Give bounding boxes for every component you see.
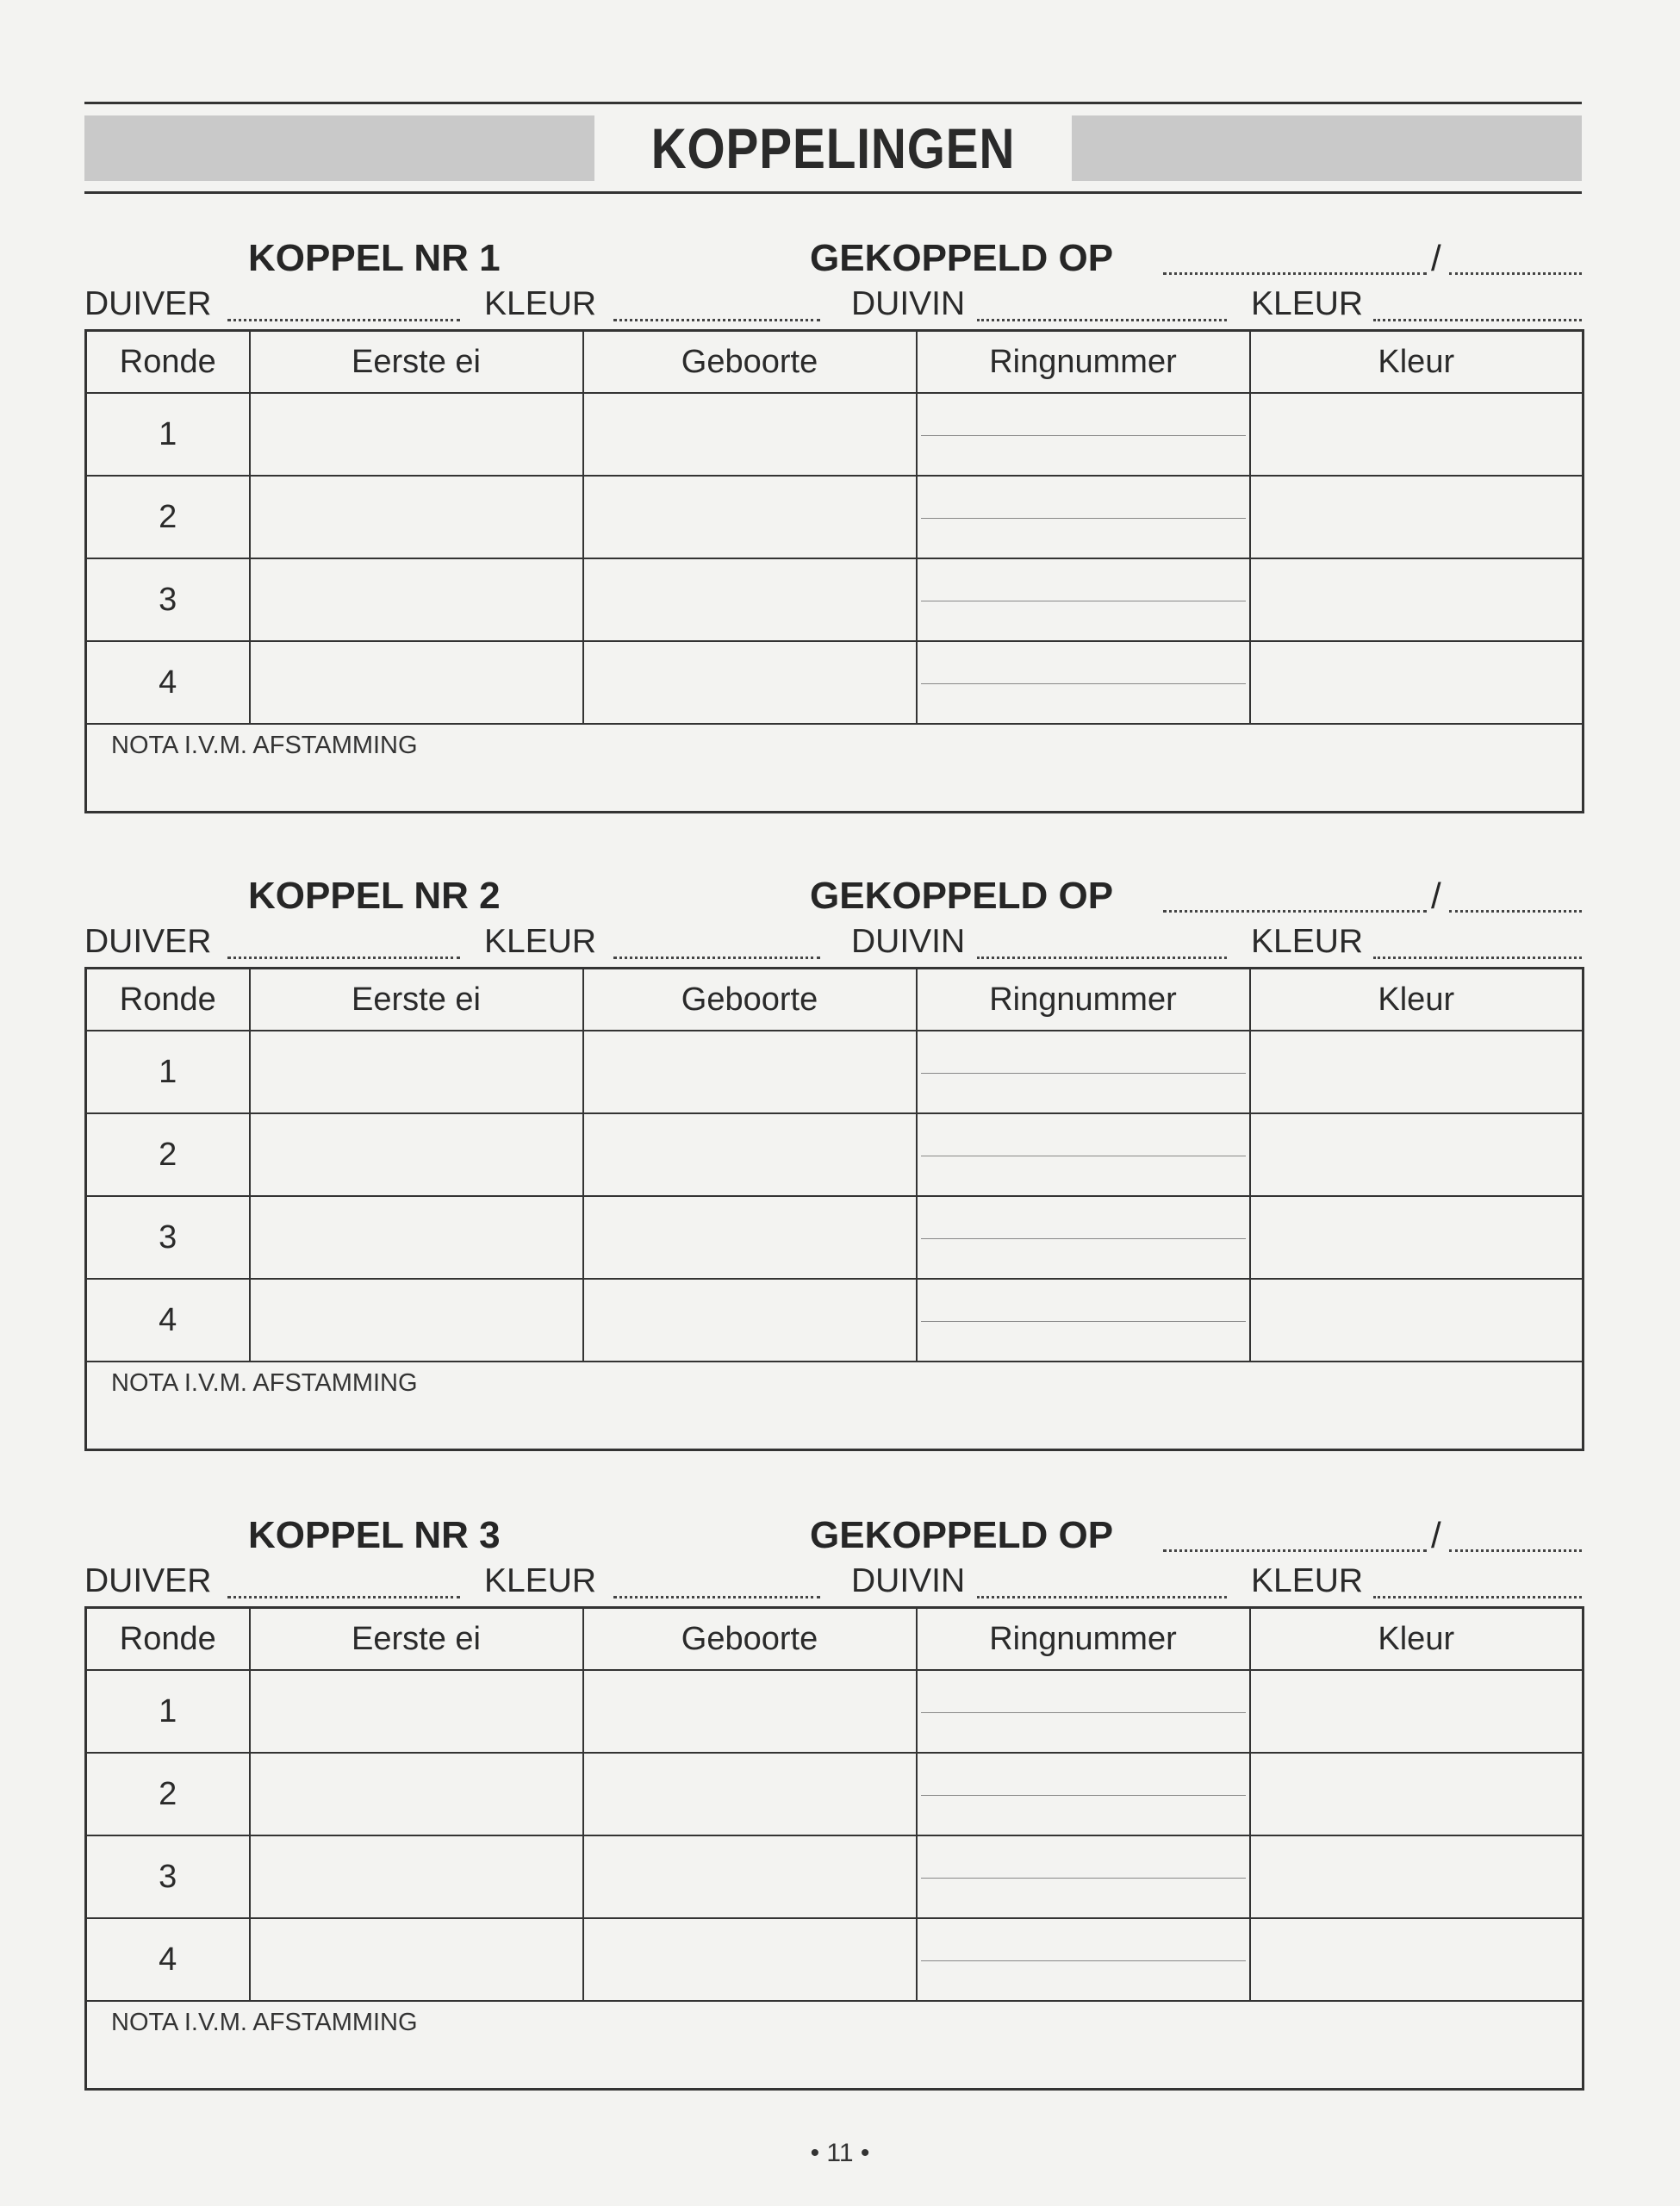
duivin-field[interactable]	[977, 957, 1227, 959]
kleur-cell[interactable]	[1250, 1835, 1584, 1918]
kleur-cell[interactable]	[1250, 1918, 1584, 2001]
geboorte-cell[interactable]	[583, 1196, 917, 1279]
round-number: 2	[86, 1113, 250, 1196]
nota-label: NOTA I.V.M. AFSTAMMING	[111, 1369, 418, 1397]
nota-row	[86, 1362, 1584, 1450]
duivin-kleur-field[interactable]	[1373, 1596, 1582, 1598]
ringnummer-divider	[921, 435, 1246, 436]
ringnummer-divider	[921, 518, 1246, 519]
column-header: Ringnummer	[917, 331, 1250, 394]
column-header: Eerste ei	[250, 1608, 583, 1671]
kleur-cell[interactable]	[1250, 1670, 1584, 1753]
duiver-field[interactable]	[227, 957, 460, 959]
ringnummer-divider	[921, 1238, 1246, 1239]
kleur-cell[interactable]	[1250, 1753, 1584, 1835]
nota-label: NOTA I.V.M. AFSTAMMING	[111, 2009, 418, 2036]
nota-row	[86, 2001, 1584, 2090]
column-header: Kleur	[1250, 1608, 1584, 1671]
date-separator: /	[1431, 1515, 1441, 1555]
geboorte-cell[interactable]	[583, 1753, 917, 1835]
kleur-cell[interactable]	[1250, 1279, 1584, 1362]
duiver-kleur-label: KLEUR	[484, 923, 597, 960]
header-top-rule	[84, 102, 1582, 104]
koppel-number-label: KOPPEL NR 3	[248, 1514, 501, 1556]
ringnummer-cell[interactable]	[917, 476, 1250, 558]
ringnummer-cell[interactable]	[917, 1835, 1250, 1918]
gekoppeld-op-label: GEKOPPELD OP	[810, 875, 1114, 917]
geboorte-cell[interactable]	[583, 641, 917, 724]
nota-afstamming-field[interactable]	[86, 2001, 1584, 2090]
koppel-number-label: KOPPEL NR 1	[248, 237, 501, 279]
table-row	[86, 1196, 1584, 1279]
round-number: 1	[86, 1031, 250, 1113]
eerste-ei-cell[interactable]	[250, 1113, 583, 1196]
gekoppeld-date-field-1[interactable]	[1163, 910, 1427, 913]
gekoppeld-date-field-1[interactable]	[1163, 1549, 1427, 1552]
duiver-kleur-label: KLEUR	[484, 285, 597, 322]
column-header: Ringnummer	[917, 1608, 1250, 1671]
round-number: 3	[86, 1835, 250, 1918]
eerste-ei-cell[interactable]	[250, 1279, 583, 1362]
duivin-label: DUIVIN	[851, 1562, 966, 1599]
ringnummer-divider	[921, 1795, 1246, 1796]
duiver-kleur-field[interactable]	[613, 957, 820, 959]
duivin-kleur-field[interactable]	[1373, 319, 1582, 321]
column-header: Kleur	[1250, 969, 1584, 1031]
kleur-cell[interactable]	[1250, 558, 1584, 641]
eerste-ei-cell[interactable]	[250, 1670, 583, 1753]
column-header: Geboorte	[583, 1608, 917, 1671]
eerste-ei-cell[interactable]	[250, 476, 583, 558]
geboorte-cell[interactable]	[583, 1670, 917, 1753]
ringnummer-cell[interactable]	[917, 1279, 1250, 1362]
duivin-label: DUIVIN	[851, 285, 966, 322]
table-row	[86, 1835, 1584, 1918]
koppel-section	[84, 872, 1582, 1458]
table-header-row	[86, 331, 1584, 394]
nota-row	[86, 724, 1584, 813]
duivin-label: DUIVIN	[851, 923, 966, 960]
eerste-ei-cell[interactable]	[250, 1031, 583, 1113]
duivin-kleur-label: KLEUR	[1251, 1562, 1364, 1599]
ringnummer-divider	[921, 1321, 1246, 1322]
duiver-kleur-field[interactable]	[613, 1596, 820, 1598]
table-row	[86, 1031, 1584, 1113]
table-row	[86, 476, 1584, 558]
duivin-kleur-field[interactable]	[1373, 957, 1582, 959]
page-number: • 11 •	[810, 2139, 870, 2167]
gekoppeld-op-label: GEKOPPELD OP	[810, 1514, 1114, 1556]
gekoppeld-date-field-2[interactable]	[1449, 910, 1582, 913]
nota-afstamming-field[interactable]	[86, 1362, 1584, 1450]
ringnummer-divider	[921, 1073, 1246, 1074]
eerste-ei-cell[interactable]	[250, 558, 583, 641]
duiver-kleur-label: KLEUR	[484, 1562, 597, 1599]
column-header: Eerste ei	[250, 331, 583, 394]
round-number: 3	[86, 558, 250, 641]
eerste-ei-cell[interactable]	[250, 1835, 583, 1918]
round-number: 2	[86, 1753, 250, 1835]
geboorte-cell[interactable]	[583, 558, 917, 641]
eerste-ei-cell[interactable]	[250, 393, 583, 476]
geboorte-cell[interactable]	[583, 1113, 917, 1196]
koppel-table	[84, 1606, 1584, 2091]
table-row	[86, 1113, 1584, 1196]
koppel-section	[84, 234, 1582, 820]
geboorte-cell[interactable]	[583, 476, 917, 558]
ringnummer-cell[interactable]	[917, 1196, 1250, 1279]
table-row	[86, 1918, 1584, 2001]
table-row	[86, 1670, 1584, 1753]
page-title: KOPPELINGEN	[650, 116, 1016, 180]
eerste-ei-cell[interactable]	[250, 1753, 583, 1835]
table-header-row	[86, 969, 1584, 1031]
duivin-kleur-label: KLEUR	[1251, 923, 1364, 960]
table-row	[86, 1279, 1584, 1362]
round-number: 4	[86, 1279, 250, 1362]
geboorte-cell[interactable]	[583, 1279, 917, 1362]
geboorte-cell[interactable]	[583, 1031, 917, 1113]
gekoppeld-op-label: GEKOPPELD OP	[810, 237, 1114, 279]
duiver-kleur-field[interactable]	[613, 319, 820, 321]
ringnummer-divider	[921, 683, 1246, 684]
round-number: 1	[86, 393, 250, 476]
round-number: 1	[86, 1670, 250, 1753]
eerste-ei-cell[interactable]	[250, 641, 583, 724]
column-header: Ringnummer	[917, 969, 1250, 1031]
date-separator: /	[1431, 876, 1441, 916]
column-header: Kleur	[1250, 331, 1584, 394]
kleur-cell[interactable]	[1250, 476, 1584, 558]
nota-afstamming-field[interactable]	[86, 724, 1584, 813]
ringnummer-cell[interactable]	[917, 1031, 1250, 1113]
geboorte-cell[interactable]	[583, 1835, 917, 1918]
nota-label: NOTA I.V.M. AFSTAMMING	[111, 732, 418, 759]
table-row	[86, 1753, 1584, 1835]
kleur-cell[interactable]	[1250, 1113, 1584, 1196]
column-header: Geboorte	[583, 331, 917, 394]
koppel-section	[84, 1511, 1582, 2097]
ringnummer-cell[interactable]	[917, 558, 1250, 641]
duivin-field[interactable]	[977, 319, 1227, 321]
ringnummer-cell[interactable]	[917, 393, 1250, 476]
koppel-table	[84, 329, 1584, 813]
ringnummer-divider	[921, 1712, 1246, 1713]
eerste-ei-cell[interactable]	[250, 1196, 583, 1279]
column-header: Eerste ei	[250, 969, 583, 1031]
duiver-field[interactable]	[227, 1596, 460, 1598]
duivin-field[interactable]	[977, 1596, 1227, 1598]
round-number: 2	[86, 476, 250, 558]
ringnummer-cell[interactable]	[917, 1753, 1250, 1835]
duiver-label: DUIVER	[84, 923, 212, 960]
round-number: 3	[86, 1196, 250, 1279]
table-row	[86, 393, 1584, 476]
ringnummer-cell[interactable]	[917, 1670, 1250, 1753]
header-bottom-rule	[84, 191, 1582, 194]
duivin-kleur-label: KLEUR	[1251, 285, 1364, 322]
eerste-ei-cell[interactable]	[250, 1918, 583, 2001]
kleur-cell[interactable]	[1250, 393, 1584, 476]
header-band-right	[1072, 115, 1582, 181]
round-number: 4	[86, 1918, 250, 2001]
column-header: Geboorte	[583, 969, 917, 1031]
ringnummer-divider	[921, 1878, 1246, 1879]
gekoppeld-date-field-2[interactable]	[1449, 1549, 1582, 1552]
date-separator: /	[1431, 238, 1441, 278]
round-number: 4	[86, 641, 250, 724]
duiver-label: DUIVER	[84, 285, 212, 322]
table-row	[86, 558, 1584, 641]
geboorte-cell[interactable]	[583, 1918, 917, 2001]
koppel-number-label: KOPPEL NR 2	[248, 875, 501, 917]
kleur-cell[interactable]	[1250, 641, 1584, 724]
column-header: Ronde	[86, 969, 250, 1031]
ringnummer-cell[interactable]	[917, 1918, 1250, 2001]
table-header-row	[86, 1608, 1584, 1671]
header-band-left	[84, 115, 594, 181]
ringnummer-cell[interactable]	[917, 1113, 1250, 1196]
gekoppeld-date-field-2[interactable]	[1449, 272, 1582, 275]
table-row	[86, 641, 1584, 724]
geboorte-cell[interactable]	[583, 393, 917, 476]
kleur-cell[interactable]	[1250, 1196, 1584, 1279]
ringnummer-divider	[921, 1960, 1246, 1961]
koppel-table	[84, 967, 1584, 1451]
column-header: Ronde	[86, 1608, 250, 1671]
kleur-cell[interactable]	[1250, 1031, 1584, 1113]
duiver-label: DUIVER	[84, 1562, 212, 1599]
gekoppeld-date-field-1[interactable]	[1163, 272, 1427, 275]
ringnummer-cell[interactable]	[917, 641, 1250, 724]
column-header: Ronde	[86, 331, 250, 394]
duiver-field[interactable]	[227, 319, 460, 321]
